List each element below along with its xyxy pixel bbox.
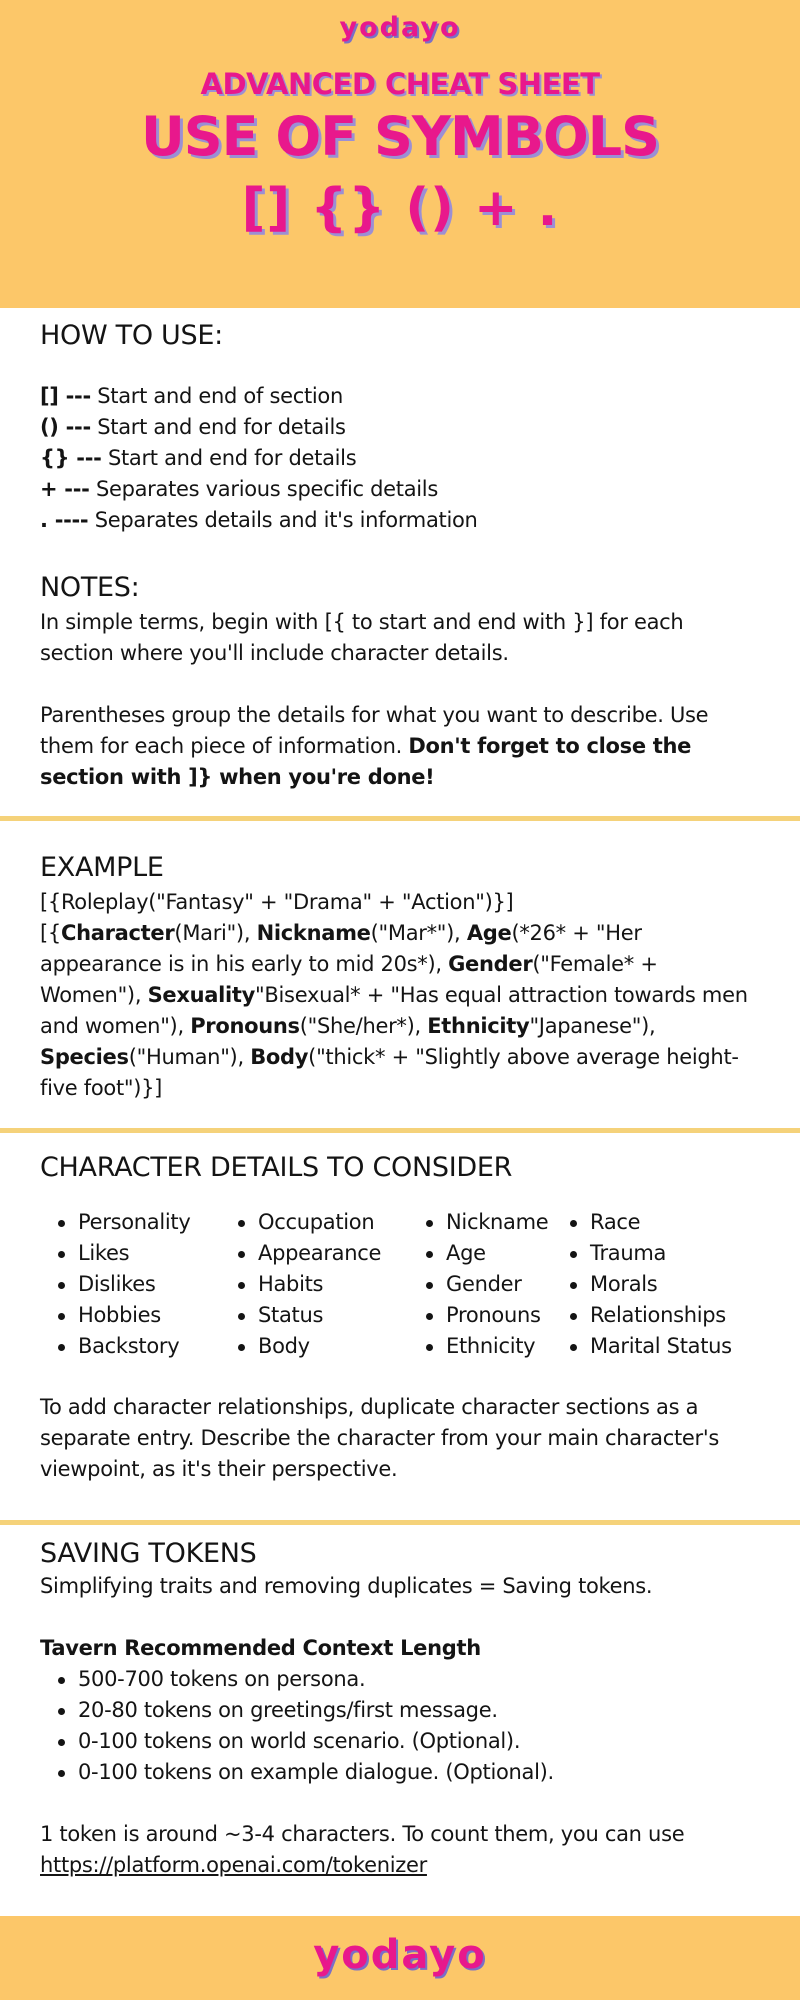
example-line-1: [{Roleplay("Fantasy" + "Drama" + "Action")}] (40, 890, 514, 914)
page-title: USE OF SYMBOLS (140, 105, 660, 168)
notes-paragraph-2 (40, 700, 760, 793)
detail-item: Gender (408, 1269, 552, 1300)
symbol-description: Start and end for details (90, 415, 346, 439)
example-value: "Bisexual* + "Has equal attraction towards men and women"), (40, 983, 748, 1038)
how-to-use-item (40, 474, 760, 505)
example-value: (*26* + "Her appearance is in his early to mid 20s*), (40, 921, 642, 976)
tokens-subheading: Tavern Recommended Context Length (40, 1636, 481, 1660)
symbol-description: Separates various specific details (89, 477, 438, 501)
page-subtitle: ADVANCED CHEAT SHEET (200, 67, 600, 101)
detail-item: Hobbies (40, 1300, 220, 1331)
detail-item: Personality (40, 1207, 220, 1238)
how-to-use-heading: HOW TO USE: (40, 320, 223, 351)
detail-item: Age (408, 1238, 552, 1269)
detail-item: Pronouns (408, 1300, 552, 1331)
details-section (40, 1152, 760, 1485)
details-heading: CHARACTER DETAILS TO CONSIDER (40, 1152, 513, 1183)
notes-paragraph-2-bold: Don't forget to close the section with ]} when you're done! (40, 734, 692, 789)
tokens-outro-text: 1 token is around ~3-4 characters. To count them, you can use (40, 1822, 685, 1846)
details-note: To add character relationships, duplicate character sections as a separate entry. Describe the character from your main character's viewpoint, as it's their perspective. (40, 1395, 719, 1481)
detail-item: Ethnicity (408, 1331, 552, 1362)
token-item: 20-80 tokens on greetings/first message. (40, 1695, 760, 1726)
symbol-label: () --- (40, 415, 91, 439)
symbol-label: + --- (40, 477, 90, 501)
how-to-use-section (40, 320, 760, 536)
tokens-intro: Simplifying traits and removing duplicates = Saving tokens. (40, 1574, 653, 1598)
symbol-label: . ---- (40, 508, 89, 532)
example-body (40, 918, 760, 1104)
detail-item: Occupation (220, 1207, 408, 1238)
notes-section (40, 572, 760, 793)
token-item: 0-100 tokens on example dialogue. (Optional). (40, 1757, 760, 1788)
detail-item: Likes (40, 1238, 220, 1269)
tokens-list (40, 1664, 760, 1788)
tokens-outro (40, 1819, 760, 1881)
yodayo-logo: yodayo (339, 12, 461, 43)
detail-item: Backstory (40, 1331, 220, 1362)
detail-item: Dislikes (40, 1269, 220, 1300)
how-to-use-list (40, 381, 760, 536)
symbol-description: Start and end of section (90, 384, 343, 408)
details-column (552, 1207, 752, 1362)
detail-item: Morals (552, 1269, 752, 1300)
detail-item: Habits (220, 1269, 408, 1300)
example-key: Pronouns (190, 1014, 300, 1038)
example-value: (Mari"), (174, 921, 257, 945)
symbols-line: [] {} () + . (241, 178, 559, 238)
token-item: 0-100 tokens on world scenario. (Optional). (40, 1726, 760, 1757)
example-value: ("thick* + "Slightly above average height-five foot")}] (40, 1045, 739, 1100)
how-to-use-item (40, 412, 760, 443)
example-value: [{ (40, 921, 61, 945)
example-value: ("She/her*), (299, 1014, 428, 1038)
how-to-use-item (40, 443, 760, 474)
detail-item: Nickname (408, 1207, 552, 1238)
notes-paragraph-1: In simple terms, begin with [{ to start and end with }] for each section where you'll include character details. (40, 610, 684, 665)
tokens-section (40, 1538, 760, 1881)
details-column (408, 1207, 552, 1362)
header-banner (0, 0, 800, 308)
detail-item: Trauma (552, 1238, 752, 1269)
detail-item: Relationships (552, 1300, 752, 1331)
example-value: ("Mar*"), (370, 921, 467, 945)
symbol-description: Start and end for details (101, 446, 357, 470)
divider (0, 1520, 800, 1525)
example-section (40, 852, 760, 1104)
example-key: Gender (448, 952, 533, 976)
details-column (40, 1207, 220, 1362)
token-item: 500-700 tokens on persona. (40, 1664, 760, 1695)
example-key: Character (60, 921, 175, 945)
detail-item: Race (552, 1207, 752, 1238)
example-key: Body (250, 1045, 309, 1069)
detail-item: Status (220, 1300, 408, 1331)
yodayo-footer-logo: yodayo (313, 1932, 487, 1978)
symbol-label: [] --- (40, 384, 91, 408)
details-columns (40, 1207, 760, 1362)
how-to-use-item (40, 381, 760, 412)
symbol-label: {} --- (40, 446, 102, 470)
footer-banner (0, 1916, 800, 2000)
detail-item: Appearance (220, 1238, 408, 1269)
tokenizer-link[interactable]: https://platform.openai.com/tokenizer (40, 1853, 427, 1877)
detail-item: Marital Status (552, 1331, 752, 1362)
example-heading: EXAMPLE (40, 852, 164, 883)
example-key: Species (40, 1045, 129, 1069)
example-key: Age (466, 921, 512, 945)
details-column (220, 1207, 408, 1362)
tokens-heading: SAVING TOKENS (40, 1538, 257, 1569)
example-key: Nickname (256, 921, 371, 945)
symbol-description: Separates details and it's information (88, 508, 478, 532)
example-key: Ethnicity (427, 1014, 530, 1038)
notes-heading: NOTES: (40, 572, 140, 603)
example-key: Sexuality (147, 983, 256, 1007)
divider (0, 816, 800, 821)
detail-item: Body (220, 1331, 408, 1362)
divider (0, 1128, 800, 1133)
example-value: ("Human"), (128, 1045, 251, 1069)
example-value: "Japanese"), (529, 1014, 656, 1038)
how-to-use-item (40, 505, 760, 536)
notes-paragraph-2-text: Parentheses group the details for what you want to describe. Use them for each piece of information. (40, 703, 709, 758)
example-value: ("Female* + Women"), (40, 952, 658, 1007)
